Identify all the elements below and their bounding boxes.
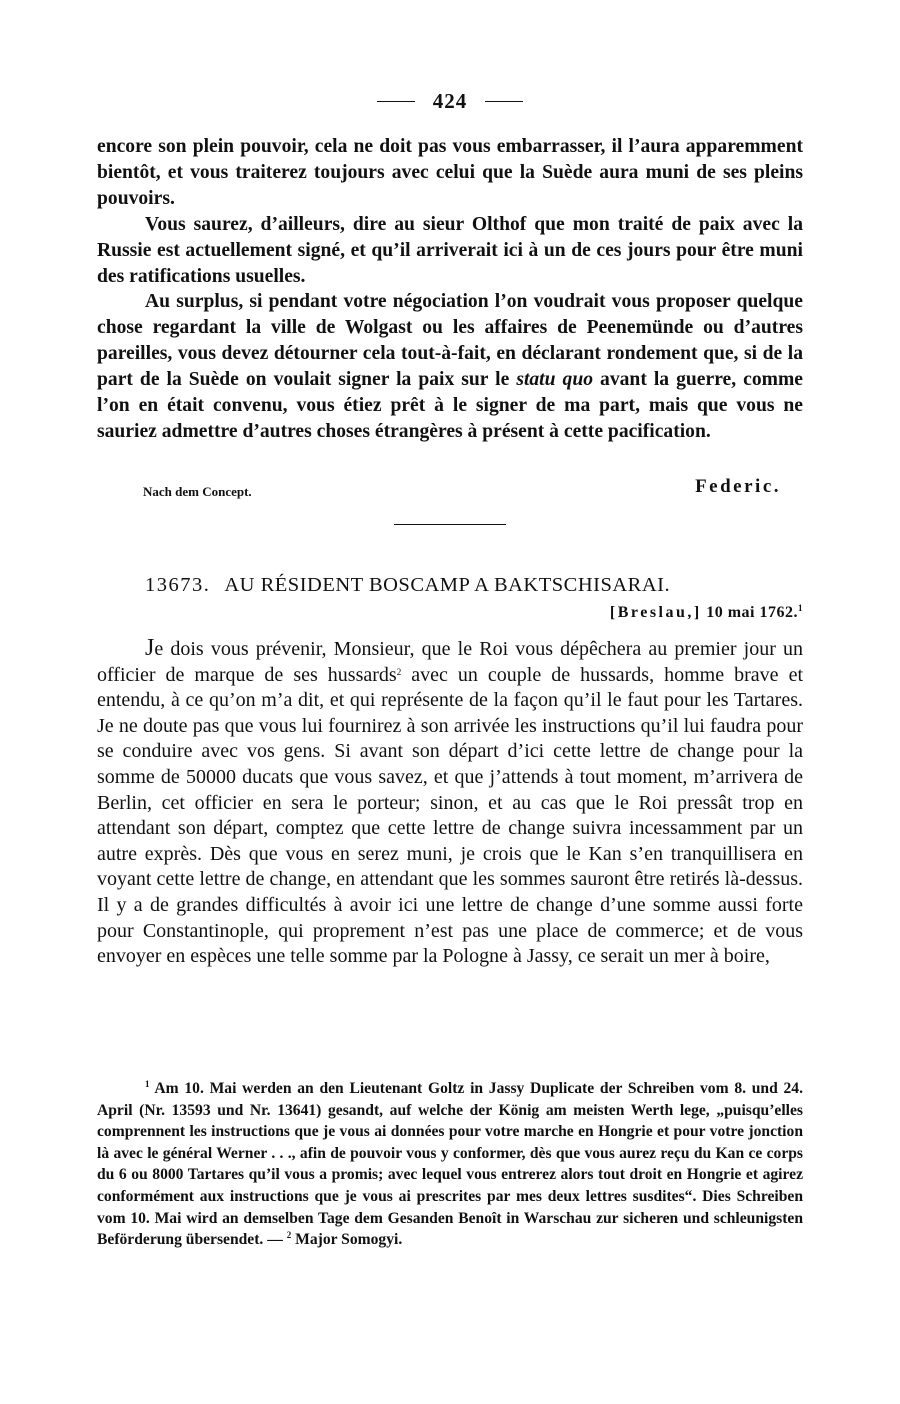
text-run: e dois vous prévenir, Monsieur, que le Roi vous dépêchera au premier jour un officier de marque de ses hussards xyxy=(97,638,803,686)
footnote-mark: 1 xyxy=(145,1079,150,1089)
letter-body xyxy=(97,636,803,970)
footnote-mark: 2 xyxy=(286,1230,292,1241)
previous-letter-text xyxy=(97,134,803,445)
signature-line xyxy=(97,476,803,502)
footnotes xyxy=(97,1078,803,1251)
signature: Federic. xyxy=(695,476,781,497)
paragraph: Vous saurez, d’ailleurs, dire au sieur Olthof que mon traité de paix avec la Russie est actuellement signé, et qu’il arriverait ici à un de ces jours pour être muni des ratifications usuelles. xyxy=(97,213,803,287)
italic-phrase: statu quo xyxy=(516,369,594,391)
header-rule-left xyxy=(377,101,415,102)
source-note: Nach dem Concept. xyxy=(143,484,252,499)
paragraph xyxy=(97,636,803,970)
footnote-text: Am 10. Mai werden an den Lieutenant Goltz in Jassy Duplicate der Schreiben vom 8. und 24. April (Nr. 13593 und Nr. 13641) gesandt, auf welche der König am meisten Werth lege, „puisqu’elles comprennent les instructions que je vous ai données pour votre marche en Hongrie et pour votre jonction là avec le général Werner . . ., afin de pouvoir vous y conformer, dès que vous aurez reçu du Kan ce corps du 6 ou 8000 Tartares qu’il vous a promis; avec lequel vous entrerez alors tout droit en Hongrie et agirez conformément aux instructions que je vous ai prescrites par mes deux lettres susdites“. Dies Schreiben vom 10. Mai wird an demselben Tage dem Gesanden Benoît in Warschau zur sicheren und schleunigsten Beförderung übersendet. — xyxy=(97,1080,803,1249)
text-run: avant la guerre, comme l’on en était convenu, vous étiez prêt à le signer de ma part, mais que vous ne sauriez admettre d’autres choses étrangères à présent à cette pacification. xyxy=(97,369,803,442)
date-place: [Breslau,] xyxy=(609,604,702,621)
date: 10 mai 1762. xyxy=(706,604,798,621)
footnote-mark: 1 xyxy=(798,603,803,613)
page-number: 424 xyxy=(432,88,468,113)
letter-heading xyxy=(97,574,803,597)
section-divider xyxy=(394,524,506,525)
footnote xyxy=(97,1078,803,1251)
letter-title: AU RÉSIDENT BOSCAMP A BAKTSCHISARAI. xyxy=(224,574,671,596)
letter-number: 13673. xyxy=(145,574,211,596)
letter-dateline xyxy=(97,604,803,622)
page-header xyxy=(0,86,900,116)
text-run: avec un couple de hussards, homme brave et entendu, à ce qu’on m’a dit, et qui représente de la façon qu’il le faut pour les Tartares. Je ne doute pas que vous lui fournirez à son arrivée les instructions qu’il lui faudra pour se conduire avec vos gens. Si avant son départ d’ici cette lettre de change pour la somme de 50000 ducats que vous savez, et que j’attends à tout moment, m’arrivera de Berlin, cet officier en sera le porteur; sinon, et au cas que le Roi pressât trop en attendant son départ, comptez que cette lettre de change suivra incessamment par un autre exprès. Dès que vous en serez muni, je crois que le Kan s’en tranquillisera en voyant cette lettre de change, en attendant que les sommes sauront être retirés là-dessus. Il y a de grandes difficultés à avoir ici une lettre de change d’une somme aussi forte pour Constantinople, qui proprement n’est pas une place de commerce; et de vous envoyer en espèces une telle somme par la Pologne à Jassy, ce serait un mer à boire, xyxy=(97,663,803,968)
text-run: Au surplus, si pendant votre négociation l’on voudrait vous proposer quelque chose regardant la ville de Wolgast ou les affaires de Peenemünde ou d’autres pareilles, vous devez détourner cela tout-à-fait, en déclarant rondement que, si de la part de la Suède on voulait signer la paix sur le xyxy=(97,291,803,391)
initial-letter: J xyxy=(145,635,155,661)
footnote-text: Major Somogyi. xyxy=(291,1231,403,1249)
footnote-mark: 2 xyxy=(396,666,402,677)
paragraph xyxy=(97,289,803,444)
paragraph: encore son plein pouvoir, cela ne doit pas vous embarrasser, il l’aura apparemment bientôt, et vous traiterez toujours avec celui que la Suède aura muni de ses pleins pouvoirs. xyxy=(97,136,803,209)
header-rule-right xyxy=(485,101,523,102)
